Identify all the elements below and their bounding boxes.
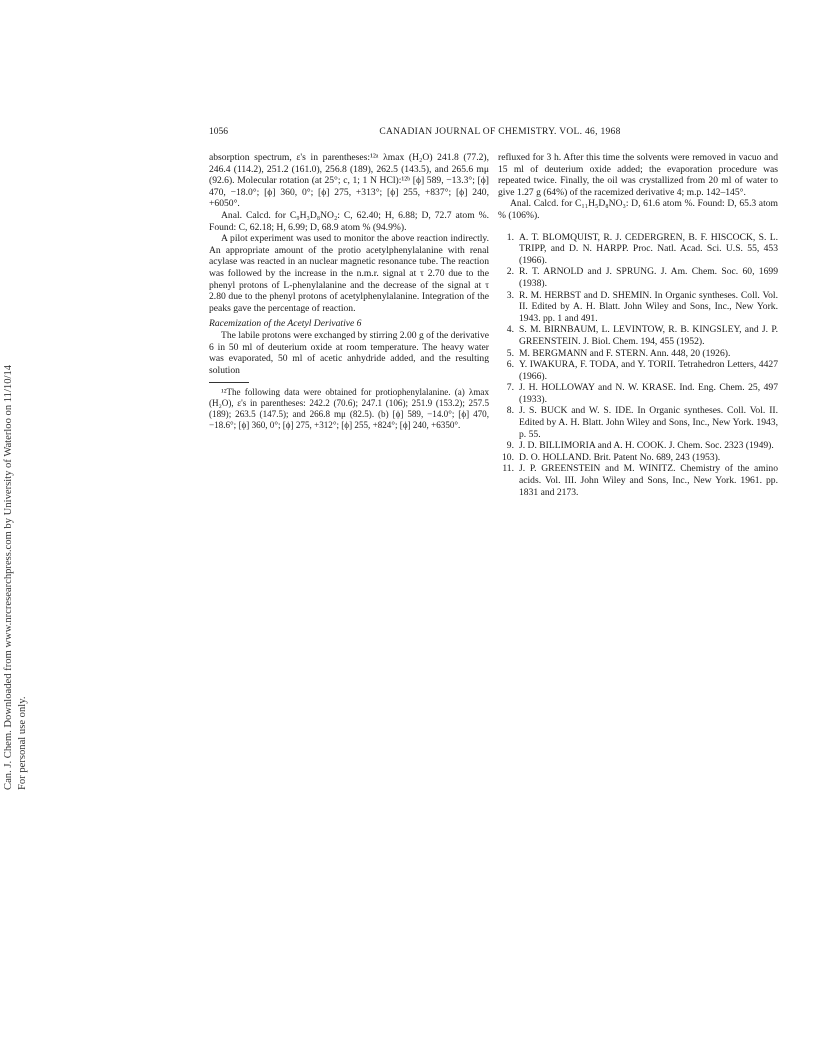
reference-number: 8. bbox=[506, 405, 514, 417]
racemization-paragraph: The labile protons were exchanged by stirring 2.00 g of the derivative 6 in 50 ml of deuterium oxide at room temperature. The heavy water was evaporated, 50 ml of acetic anhydride added, and the resulting solution bbox=[209, 329, 490, 376]
reference-number: 3. bbox=[506, 289, 514, 301]
page-header bbox=[209, 127, 791, 141]
reference-text: M. BERGMANN and F. STERN. Ann. 448, 20 (1926). bbox=[519, 347, 731, 359]
reference-text: J. S. BUCK and W. S. IDE. In Organic syntheses. Coll. Vol. II. Edited by A. H. Blatt. John Wiley and Sons, Inc., New York. 1943, p. 55. bbox=[519, 405, 778, 440]
absorption-paragraph: absorption spectrum, ε's in parentheses:¹²ᵃ λmax (H₂O) 241.8 (77.2), 246.4 (114.2), 251.2 (161.0), 256.8 (189), 262.5 (143.5), and 265.6 mμ (92.6). Molecular rotation (at 25°; c, 1; 1 N HCl):¹²ᵇ [ϕ] 589, −13.3°; [ϕ] 470, −18.0°; [ϕ] 360, 0°; [ϕ] 275, +313°; [ϕ] 255, +837°; [ϕ] 240, +6050°. bbox=[209, 152, 489, 210]
reference-list bbox=[498, 232, 778, 499]
reference-item bbox=[498, 359, 778, 382]
reference-item bbox=[498, 290, 778, 325]
reference-item bbox=[498, 405, 778, 440]
right-column bbox=[498, 152, 778, 498]
footnote-12: ¹²The following data were obtained for protiophenylalanine. (a) λmax (H₂O), ε's in parentheses: 242.2 (70.6); 247.1 (106); 251.9 (153.2); 257.5 (189); 263.5 (147.5); and 266.8 mμ (82.5). (b) [ϕ] 589, −14.0°; [ϕ] 470, −18.6°; [ϕ] 360, 0°; [ϕ] 275, +312°; [ϕ] 255, +824°; [ϕ] 240, +6350°. bbox=[209, 387, 489, 431]
personal-use-line: For personal use only. bbox=[17, 696, 28, 790]
journal-running-title: CANADIAN JOURNAL OF CHEMISTRY. VOL. 46, 1968 bbox=[379, 127, 621, 137]
reference-text: A. T. BLOMQUIST, R. J. CEDERGREN, B. F. HISCOCK, S. L. TRIPP, and D. N. HARPP. Proc. Natl. Acad. Sci. U.S. 55, 453 (1966). bbox=[519, 231, 778, 266]
page-number: 1056 bbox=[209, 127, 228, 137]
reference-text: J. H. HOLLOWAY and N. W. KRASE. Ind. Eng. Chem. 25, 497 (1933). bbox=[519, 382, 778, 405]
download-watermark bbox=[2, 230, 36, 790]
reference-item bbox=[498, 232, 778, 267]
analysis-paragraph: Anal. Calcd. for C₉H₃D₈NO₂: C, 62.40; H, 6.88; D, 72.7 atom %. Found: C, 62.18; H, 6.99; D, 68.9 atom % (94.9%). bbox=[209, 209, 489, 233]
left-column bbox=[209, 152, 489, 431]
download-notice-line: Can. J. Chem. Downloaded from www.nrcresearchpress.com by University of Waterloo on 11/10/14 bbox=[3, 364, 14, 790]
download-watermark-text bbox=[2, 365, 30, 790]
reference-text: Y. IWAKURA, F. TODA, and Y. TORII. Tetrahedron Letters, 4427 (1966). bbox=[519, 359, 778, 382]
reference-number: 9. bbox=[506, 440, 514, 452]
reference-item bbox=[498, 266, 778, 289]
reference-text: R. M. HERBST and D. SHEMIN. In Organic syntheses. Coll. Vol. II. Edited by A. H. Blatt. John Wiley and Sons, Inc., New York. 1943. pp. 1 and 491. bbox=[519, 289, 778, 324]
reference-number: 4. bbox=[506, 324, 514, 336]
reference-item bbox=[498, 463, 778, 498]
reference-number: 10. bbox=[502, 451, 514, 463]
footnote-rule bbox=[209, 382, 249, 383]
reference-number: 11. bbox=[502, 463, 514, 475]
reference-item bbox=[498, 324, 778, 347]
reference-item bbox=[498, 452, 778, 464]
reference-number: 7. bbox=[506, 382, 514, 394]
reference-number: 2. bbox=[506, 266, 514, 278]
reference-text: J. D. BILLIMORIA and A. H. COOK. J. Chem. Soc. 2323 (1949). bbox=[519, 440, 774, 452]
reference-text: S. M. BIRNBAUM, L. LEVINTOW, R. B. KINGSLEY, and J. P. GREENSTEIN. J. Biol. Chem. 194, 455 (1952). bbox=[519, 324, 778, 347]
reference-text: R. T. ARNOLD and J. SPRUNG. J. Am. Chem. Soc. 60, 1699 (1938). bbox=[519, 266, 778, 289]
reference-number: 5. bbox=[506, 347, 514, 359]
pilot-experiment-paragraph: A pilot experiment was used to monitor the above reaction indirectly. An appropriate amount of the protio acetylphenylalanine with renal acylase was reacted in an nuclear magnetic resonance tube. The reaction was followed by the increase in the n.m.r. signal at τ 2.70 due to the phenyl protons of L-phenylalanine and the decrease of the signal at τ 2.80 due to the phenyl protons of acetylphenylalanine. Integration of the peaks gave the percentage of reaction. bbox=[209, 233, 489, 314]
analysis-paragraph-2: Anal. Calcd. for C₁₁H₅D₈NO₃: D, 61.6 atom %. Found: D, 65.3 atom % (106%). bbox=[498, 198, 778, 221]
reflux-paragraph: refluxed for 3 h. After this time the solvents were removed in vacuo and 15 ml of deuterium oxide added; the evaporation procedure was repeated twice. Finally, the oil was crystallized from 20 ml of water to give 1.27 g (64%) of the racemized derivative 4; m.p. 142–145°. bbox=[498, 152, 778, 198]
reference-item bbox=[498, 440, 778, 452]
section-subheading: Racemization of the Acetyl Derivative 6 bbox=[209, 318, 362, 330]
reference-text: J. P. GREENSTEIN and M. WINITZ. Chemistry of the amino acids. Vol. III. John Wiley and Sons, Inc., New York. 1961. pp. 1831 and 2173. bbox=[519, 463, 778, 498]
reference-text: D. O. HOLLAND. Brit. Patent No. 689, 243 (1953). bbox=[519, 451, 721, 463]
reference-number: 1. bbox=[506, 231, 514, 243]
reference-item bbox=[498, 348, 778, 360]
reference-item bbox=[498, 382, 778, 405]
reference-number: 6. bbox=[506, 359, 514, 371]
